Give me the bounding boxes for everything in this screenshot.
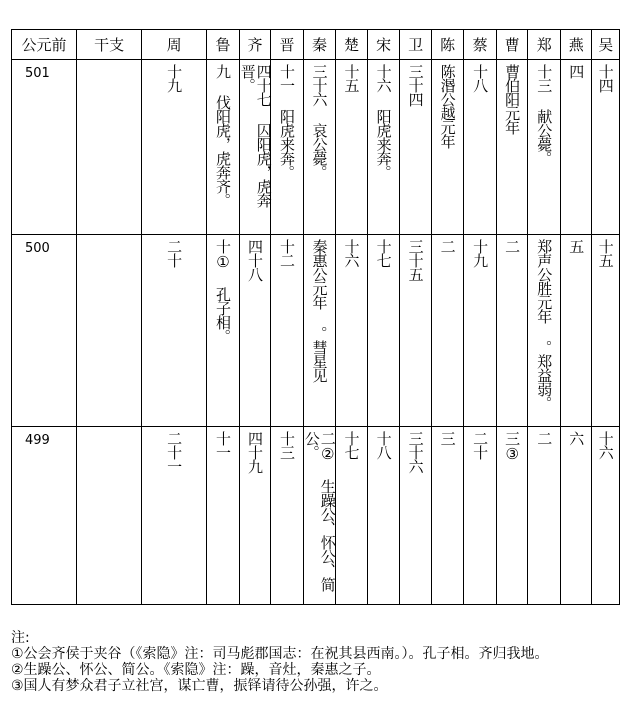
header-qi: 齐: [239, 30, 271, 60]
footnotes: [11, 630, 549, 694]
lu-cell: 十一: [207, 427, 240, 605]
chronology-table: [11, 29, 620, 605]
header-cao: 曹: [496, 30, 528, 60]
zheng-cell: 二: [528, 427, 561, 605]
footnote-2: ②生躁公、怀公、简公。《索隐》注：躁，音灶，秦惠之子。: [11, 662, 381, 678]
zhou-cell: 二十: [142, 235, 207, 427]
cao-cell: 二: [496, 235, 528, 427]
wu-cell: 十五: [592, 235, 620, 427]
zheng-cell: 郑声公胜元年 。郑益弱。: [528, 235, 561, 427]
ganzhi-cell: [77, 235, 142, 427]
header-qin: 秦: [303, 30, 336, 60]
chu-cell: 十五: [336, 60, 368, 235]
qi-cell: 四十八: [239, 235, 271, 427]
wu-cell: 十六: [592, 427, 620, 605]
header-year: 公元前: [12, 30, 77, 60]
header-wei: 卫: [400, 30, 432, 60]
table-row: [12, 60, 620, 235]
cao-cell: 曹伯阳元年: [496, 60, 528, 235]
header-ganzhi: 干支: [77, 30, 142, 60]
cai-cell: 二十: [464, 427, 497, 605]
cao-cell: 三③: [496, 427, 528, 605]
header-chu: 楚: [336, 30, 368, 60]
ganzhi-cell: [77, 60, 142, 235]
chen-cell: 二: [431, 235, 464, 427]
table-row: [12, 427, 620, 605]
song-cell: 十八: [367, 427, 400, 605]
table-row: [12, 235, 620, 427]
wu-cell: 十四: [592, 60, 620, 235]
wei-cell: 三十五: [400, 235, 432, 427]
yan-cell: 四: [560, 60, 592, 235]
qin-cell: 三十六 哀公薨。: [303, 60, 336, 235]
wei-cell: 三十四: [400, 60, 432, 235]
wei-cell: 三十六: [400, 427, 432, 605]
header-row: [12, 30, 620, 60]
jin-cell: 十二: [271, 235, 304, 427]
cai-cell: 十八: [464, 60, 497, 235]
header-jin: 晋: [271, 30, 304, 60]
qi-cell: 四十九: [239, 427, 271, 605]
header-song: 宋: [367, 30, 400, 60]
zheng-cell: 十三 献公薨。: [528, 60, 561, 235]
zhou-cell: 二十一: [142, 427, 207, 605]
lu-cell: 九 伐阳虎，虎奔齐。: [207, 60, 240, 235]
header-chen: 陈: [431, 30, 464, 60]
chen-cell: 陈湣公越元年: [431, 60, 464, 235]
jin-cell: 十一 阳虎来奔。: [271, 60, 304, 235]
qin-cell: 二② 生躁公、怀公、简公。: [303, 427, 336, 605]
lu-cell: 十① 孔子相。: [207, 235, 240, 427]
song-cell: 十六 阳虎来奔。: [367, 60, 400, 235]
chu-cell: 十七: [336, 427, 368, 605]
song-cell: 十七: [367, 235, 400, 427]
footnote-3: ③国人有梦众君子立社宫，谋亡曹，振铎请待公孙强，许之。: [11, 678, 388, 694]
yan-cell: 五: [560, 235, 592, 427]
year-cell: 501: [12, 60, 77, 235]
yan-cell: 六: [560, 427, 592, 605]
notes-label: 注:: [11, 630, 30, 646]
header-zhou: 周: [142, 30, 207, 60]
footnote-1: ①公会齐侯于夹谷（《索隐》注：司马彪郡国志：在祝其县西南。）。孔子相。齐归我地。: [11, 646, 549, 662]
ganzhi-cell: [77, 427, 142, 605]
jin-cell: 十三: [271, 427, 304, 605]
header-cai: 蔡: [464, 30, 497, 60]
qin-cell: 秦惠公元年 。彗星见: [303, 235, 336, 427]
header-zheng: 郑: [528, 30, 561, 60]
year-cell: 499: [12, 427, 77, 605]
chu-cell: 十六: [336, 235, 368, 427]
header-yan: 燕: [560, 30, 592, 60]
year-cell: 500: [12, 235, 77, 427]
qi-cell: 四十七 囚阳虎，虎奔晋。: [239, 60, 271, 235]
chen-cell: 三: [431, 427, 464, 605]
header-lu: 鲁: [207, 30, 240, 60]
header-wu: 吴: [592, 30, 620, 60]
cai-cell: 十九: [464, 235, 497, 427]
zhou-cell: 十九: [142, 60, 207, 235]
